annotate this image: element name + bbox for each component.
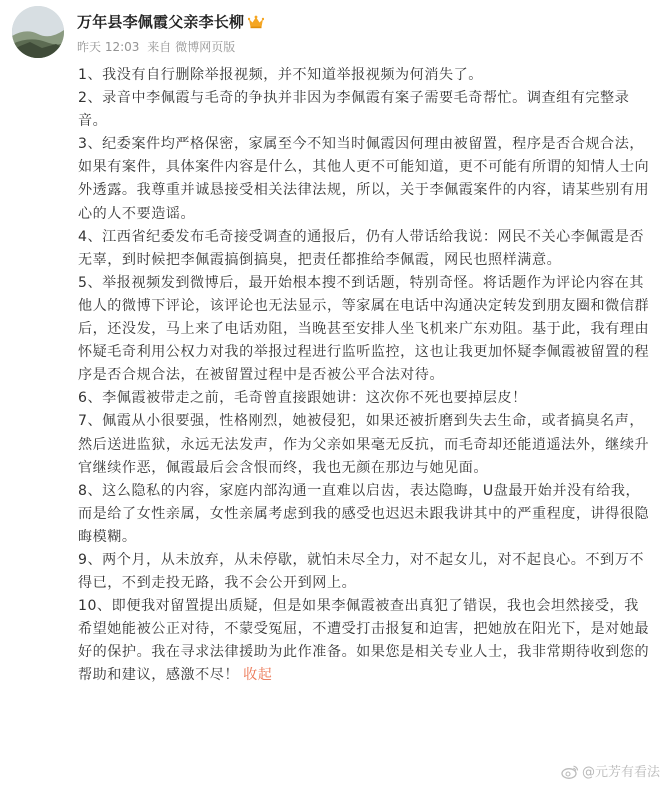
post-paragraph-1: 1、我没有自行删除举报视频，并不知道举报视频为何消失了。 [78,67,483,83]
post-meta [77,38,239,55]
post-paragraph-4: 4、江西省纪委发布毛奇接受调查的通报后，仍有人带话给我说：网民不关心李佩霞是否无辜，到时候把李佩霞搞倒搞臭，把责任都推给李佩霞，网民也照样满意。 [78,228,644,268]
post-paragraph-7: 7、佩霞从小很要强，性格刚烈，她被侵犯，如果还被折磨到失去生命，或者搞臭名声，然后送进监狱，永远无法发声，作为父亲如果毫无反抗，而毛奇却还能逍遥法外，继续升官继续作恶，佩霞最后会含恨而终，我也无颜在那边与她见面。 [78,413,650,476]
watermark-prefix: @ [581,765,595,780]
post-paragraph-2: 2、录音中李佩霞与毛奇的争执并非因为李佩霞有案子需要毛奇帮忙。调查组有完整录音。 [78,90,630,130]
post-header [12,6,658,62]
source-prefix: 来自 [147,40,172,54]
post-body [78,64,652,688]
watermark [561,761,660,780]
user-name-text[interactable]: 万年县李佩霞父亲李长柳 [77,13,245,31]
crown-icon [248,15,264,29]
post-paragraph-9: 9、两个月，从未放弃，从未停歇，就怕未尽全力，对不起女儿，对不起良心。不到万不得已，不到走投无路，我不会公开到网上。 [78,551,644,592]
avatar[interactable] [12,6,64,58]
post-paragraph-10-text: 10、即便我对留置提出质疑，但是如果李佩霞被查出真犯了错误，我也会坦然接受，我希望她能被公正对待，不蒙受冤屈，不遭受打击报复和迫害，把她放在阳光下，是对她最好的保护。我在寻求法律援助为此作准备。如果您是相关专业人士，我非常期待收到您的帮助和建议，感激不尽！ [78,598,650,684]
avatar-landscape-icon [12,6,64,58]
post-timestamp[interactable]: 昨天 12:03 [77,40,140,54]
post-source: 微博网页版 [175,40,236,54]
post-paragraph-6: 6、李佩霞被带走之前，毛奇曾直接跟她讲：这次你不死也要掉层皮！ [78,390,527,407]
collapse-link[interactable]: 收起 [243,667,273,684]
weibo-logo-icon [561,764,579,779]
watermark-text: 元芳有看法 [594,765,660,780]
post-paragraph-8: 8、这么隐私的内容，家庭内部沟通一直难以启齿，表达隐晦，U盘最开始并没有给我，而是给了女性亲属，女性亲属考虑到我的感受也迟迟未跟我讲其中的严重程度，讲得很隐晦模糊。 [78,482,650,545]
post-paragraph-10 [78,595,652,687]
user-name[interactable] [77,11,264,32]
post-paragraph-3: 3、纪委案件均严格保密，家属至今不知当时佩霞因何理由被留置，程序是否合规合法，如果有案件，具体案件内容是什么，其他人更不可能知道，更不可能有所谓的知情人士向外透露。我尊重并诚恳接受相关法律法规，所以，关于李佩霞案件的内容，请某些别有用心的人不要造谣。 [78,136,650,222]
post-paragraph-5: 5、举报视频发到微博后，最开始根本搜不到话题，特别奇怪。将话题作为评论内容在其他人的微博下评论，该评论也无法显示，等家属在电话中沟通决定转发到朋友圈和微信群后，还没发，马上来了电话劝阻，当晚甚至安排人坐飞机来广东劝阻。基于此，我有理由怀疑毛奇利用公权力对我的举报过程进行监听监控，这也让我更加怀疑李佩霞被留置的程序是否合规合法，在被留置过程中是否被公平合法对待。 [78,274,650,384]
